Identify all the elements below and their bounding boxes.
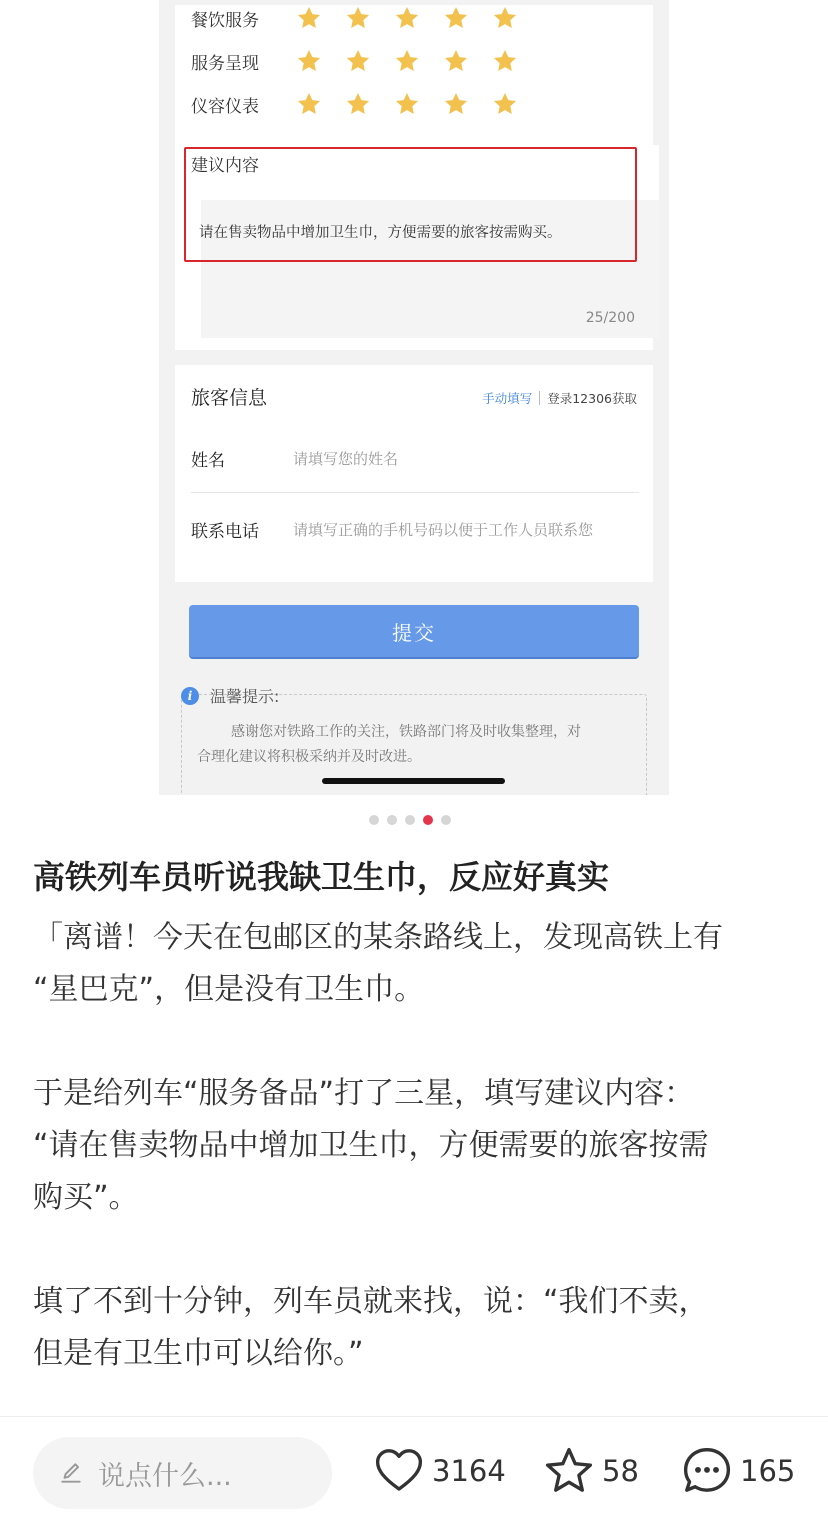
divider [539,391,540,405]
like-button[interactable] [372,1444,506,1498]
rating-star-icon[interactable] [392,3,441,33]
post-paragraph-3 [33,1276,803,1380]
rating-star-icon[interactable] [294,89,343,119]
suggestion-title: 建议内容 [191,156,259,176]
comment-placeholder: 说点什么... [98,1460,232,1492]
post-title: 高铁列车员听说我缺卫生巾，反应好真实 [33,858,610,896]
home-indicator [322,778,505,784]
post-line: 但是有卫生巾可以给你。” [33,1336,364,1371]
rating-label: 服务呈现 [191,53,259,74]
pagination-dot[interactable] [441,815,451,825]
passenger-info-title: 旅客信息 [191,387,268,409]
rating-star-icon[interactable] [490,89,539,119]
rating-row-service [191,46,539,76]
post-line: 填了不到十分钟，列车员就来找，说：“我们不卖， [33,1284,709,1319]
phone-input[interactable]: 请填写正确的手机号码以便于工作人员联系您 [293,521,594,539]
rating-star-icon[interactable] [441,46,490,76]
login-12306-link[interactable]: 登录12306获取 [547,391,637,406]
post-image[interactable] [159,0,669,795]
pencil-icon [58,1460,84,1486]
collect-count: 58 [602,1454,639,1488]
char-counter: 25/200 [585,310,635,326]
rating-star-icon[interactable] [392,46,441,76]
rating-star-icon[interactable] [343,89,392,119]
image-pagination[interactable] [369,815,459,825]
star-rating[interactable] [294,46,539,76]
pagination-dot[interactable] [369,815,379,825]
pagination-dot-active[interactable] [423,815,433,825]
post-line: 「离谱！今天在包邮区的某条路线上，发现高铁上有 [33,920,723,955]
rating-star-icon[interactable] [294,3,343,33]
info-icon: i [181,687,199,705]
collect-button[interactable] [542,1444,639,1498]
rating-star-icon[interactable] [441,3,490,33]
phone-label: 联系电话 [191,522,259,542]
suggestion-text: 请在售卖物品中增加卫生巾，方便需要的旅客按需购买。 [199,225,562,241]
like-count: 3164 [432,1454,506,1488]
post-paragraph-2 [33,1068,803,1224]
rating-label: 餐饮服务 [191,10,259,31]
rating-star-icon[interactable] [441,89,490,119]
heart-icon [372,1444,426,1498]
pagination-dot[interactable] [387,815,397,825]
star-rating[interactable] [294,3,539,33]
post-line: 于是给列车“服务备品”打了三星，填写建议内容： [33,1076,695,1111]
submit-button[interactable]: 提交 [189,605,639,659]
rating-star-icon[interactable] [490,46,539,76]
post-line: “请在售卖物品中增加卫生巾，方便需要的旅客按需 [33,1128,709,1163]
rating-label: 仪容仪表 [191,96,259,117]
rating-row-catering [191,3,539,33]
passenger-info-card [175,365,653,582]
tip-text-line1: 感谢您对铁路工作的关注，铁路部门将及时收集整理，对 [231,724,581,740]
rating-star-icon[interactable] [343,46,392,76]
post-line: 购买”。 [33,1180,139,1215]
post-line: “星巴克”，但是没有卫生巾。 [33,972,425,1007]
name-input[interactable]: 请填写您的姓名 [293,450,399,468]
highlight-box [184,147,637,262]
comment-input[interactable] [33,1437,332,1509]
rating-star-icon[interactable] [490,3,539,33]
rating-row-appearance [191,89,539,119]
tip-text-line2: 合理化建议将积极采纳并及时改进。 [197,749,421,765]
star-icon [542,1444,596,1498]
star-rating[interactable] [294,89,539,119]
phone-field-row [191,517,608,542]
comment-count: 165 [740,1454,796,1488]
divider [191,492,639,493]
tip-title: 温馨提示: [210,687,280,706]
pagination-dot[interactable] [405,815,415,825]
rating-star-icon[interactable] [343,3,392,33]
manual-fill-link[interactable]: 手动填写 [482,391,533,406]
comment-button[interactable] [680,1444,795,1498]
post-paragraph-1 [33,912,803,1016]
comment-bubble-icon [680,1444,734,1498]
name-field-row [191,446,608,471]
bottom-bar-divider [0,1416,828,1417]
rating-star-icon[interactable] [392,89,441,119]
name-label: 姓名 [191,451,225,471]
rating-star-icon[interactable] [294,46,343,76]
